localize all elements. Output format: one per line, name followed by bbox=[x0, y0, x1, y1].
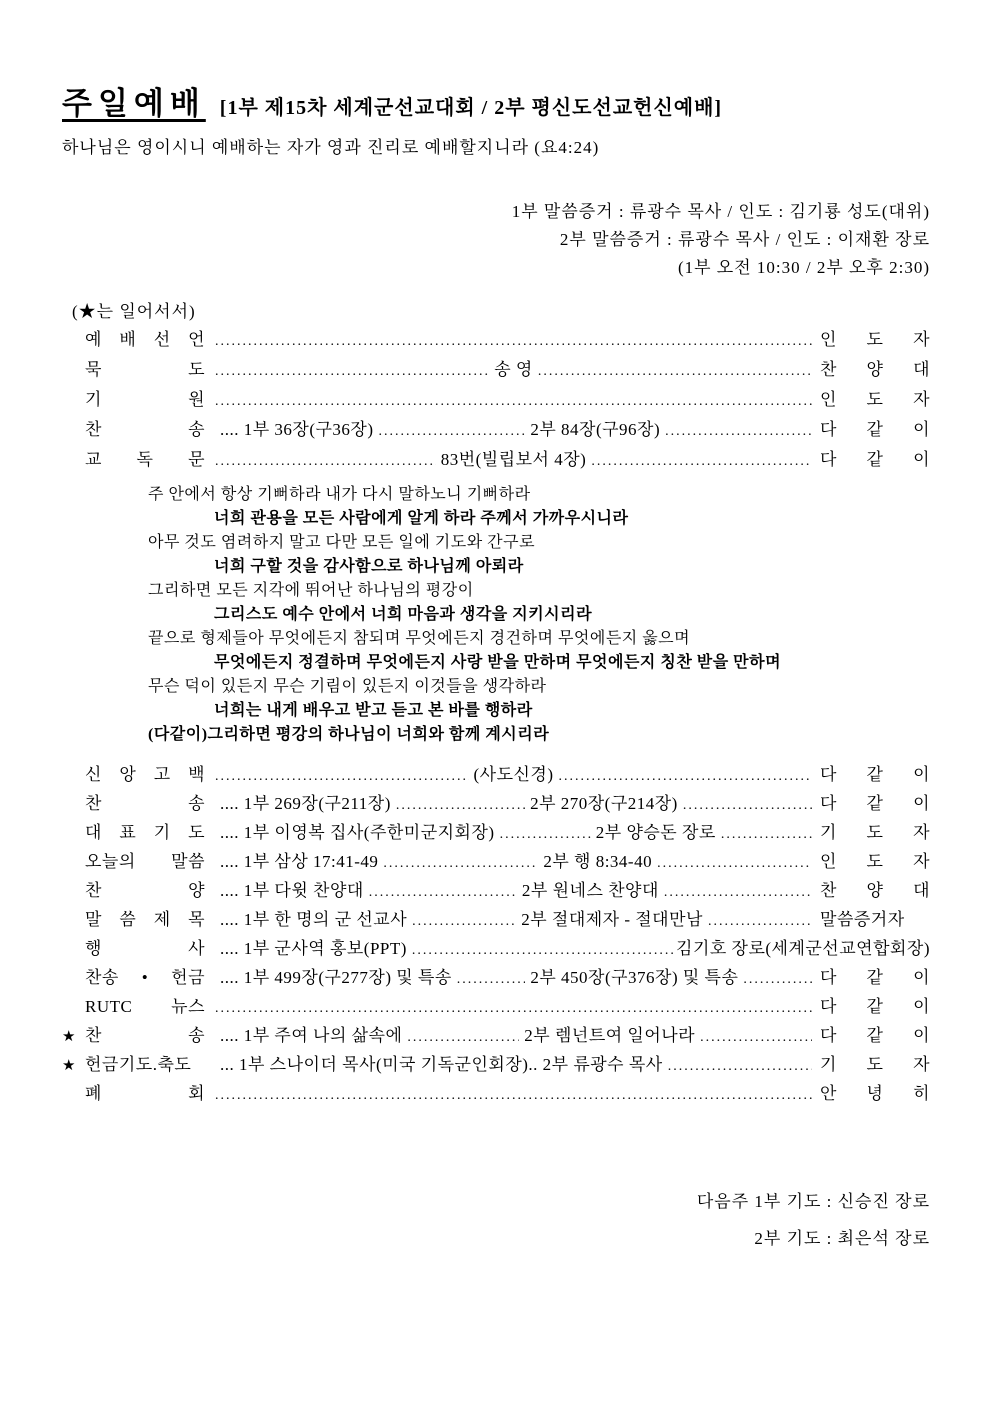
reading-line: (다같이)그리하면 평강의 하나님이 너희와 함께 계시리라 bbox=[148, 726, 550, 743]
order-item-label: RUTC 뉴스 bbox=[85, 997, 205, 1016]
order-row-hymn-1 bbox=[62, 415, 930, 445]
order-item-performer: 인 도 자 bbox=[820, 852, 931, 871]
order-row-hymn-2 bbox=[62, 789, 930, 818]
dot-leader bbox=[708, 914, 812, 930]
reading-line: 아무 것도 염려하지 말고 다만 모든 일에 기도와 간구로 bbox=[148, 534, 536, 551]
dot-leader bbox=[215, 364, 489, 380]
page-title: 주일예배 bbox=[62, 86, 206, 121]
dot-leader bbox=[721, 827, 812, 843]
order-row-anthem bbox=[62, 876, 930, 905]
page-subtitle-bracket: [1부 제15차 세계군선교대회 / 2부 평신도선교헌신예배] bbox=[219, 97, 723, 119]
order-item-detail: 83번(빌립보서 4장) bbox=[440, 450, 587, 469]
order-item-label: 행 사 bbox=[85, 939, 205, 958]
service-info-times: (1부 오전 10:30 / 2부 오후 2:30) bbox=[677, 258, 930, 277]
order-item-performer: 다 같 이 bbox=[820, 450, 931, 469]
order-item-detail-part1: .... 1부 군사역 홍보(PPT) bbox=[220, 939, 407, 958]
order-item-performer: 찬 양 대 bbox=[820, 360, 931, 379]
order-item-detail: 송 영 bbox=[494, 360, 533, 379]
dot-leader bbox=[396, 798, 525, 814]
order-item-label: 말 씀 제 목 bbox=[85, 910, 205, 929]
dot-leader bbox=[683, 798, 812, 814]
dot-leader bbox=[407, 1030, 519, 1046]
dot-leader bbox=[379, 424, 526, 440]
order-item-performer: 다 같 이 bbox=[820, 765, 931, 784]
dot-leader bbox=[664, 885, 812, 901]
order-row-invocation bbox=[62, 385, 930, 415]
order-item-detail-part2: 2부 원네스 찬양대 bbox=[521, 881, 659, 900]
order-item-performer: 인 도 자 bbox=[820, 390, 930, 409]
order-item-detail-part2: 2부 렘넌트여 일어나라 bbox=[524, 1026, 696, 1045]
order-row-dismissal bbox=[62, 1079, 930, 1108]
order-item-label: 찬 송 bbox=[85, 1026, 205, 1045]
order-item-label: 찬 송 bbox=[85, 794, 205, 813]
order-row-sermon-title bbox=[62, 905, 930, 934]
order-row-creed bbox=[62, 760, 930, 789]
order-item-detail-part2: 2부 양승돈 장로 bbox=[595, 823, 716, 842]
order-item-detail-part1: .... 1부 주여 나의 삶속에 bbox=[220, 1026, 403, 1045]
order-item-performer: 다 같 이 bbox=[820, 997, 930, 1016]
next-week-block bbox=[62, 1183, 930, 1257]
dot-leader bbox=[500, 827, 591, 843]
dot-leader bbox=[215, 394, 812, 410]
service-info-line2: 2부 말씀증거 : 류광수 목사 / 인도 : 이재환 장로 bbox=[559, 230, 930, 249]
dot-leader bbox=[215, 1088, 812, 1104]
dot-leader bbox=[668, 1059, 812, 1075]
order-item-detail-part1: ... 1부 스나이더 목사(미국 기독군인회장).. 2부 류광수 목사 bbox=[220, 1055, 663, 1074]
order-item-performer: 말씀증거자 bbox=[820, 910, 905, 929]
order-item-detail-part2: 2부 절대제자 - 절대만남 bbox=[521, 910, 703, 929]
order-item-performer: 김기호 장로(세계군선교연합회장) bbox=[676, 939, 930, 958]
dot-leader bbox=[412, 943, 674, 959]
order-row-offering-hymn bbox=[62, 963, 930, 992]
order-item-performer: 다 같 이 bbox=[820, 794, 930, 813]
dot-leader bbox=[665, 424, 812, 440]
order-item-label: 기 원 bbox=[85, 390, 205, 409]
order-row-scripture bbox=[62, 847, 930, 876]
order-item-performer: 다 같 이 bbox=[820, 1026, 931, 1045]
order-item-detail-part2: 2부 450장(구376장) 및 특송 bbox=[530, 968, 739, 987]
order-row-responsive-reading bbox=[62, 445, 930, 475]
order-item-detail-part2: 2부 84장(구96장) bbox=[530, 420, 661, 439]
reading-line: 끝으로 형제들아 무엇에든지 참되며 무엇에든지 경건하며 무엇에든지 옳으며 bbox=[148, 630, 691, 647]
reading-line: 그리하면 모든 지각에 뛰어난 하나님의 평강이 bbox=[148, 582, 474, 599]
order-item-label: 폐 회 bbox=[85, 1084, 205, 1103]
theme-verse: 하나님은 영이시니 예배하는 자가 영과 진리로 예배할지니라 (요4:24) bbox=[62, 138, 600, 157]
order-row-call-to-worship bbox=[62, 325, 930, 355]
order-item-performer: 안 녕 히 bbox=[820, 1084, 930, 1103]
order-item-label: 헌금기도.축도 bbox=[85, 1055, 192, 1074]
order-row-event bbox=[62, 934, 930, 963]
dot-leader bbox=[215, 454, 436, 470]
order-item-label: 찬 양 bbox=[85, 881, 205, 900]
order-item-label: 교 독 문 bbox=[85, 450, 205, 469]
title-line bbox=[62, 78, 930, 123]
dot-leader bbox=[559, 769, 813, 785]
order-item-label: 묵 도 bbox=[85, 360, 205, 379]
order-item-detail-part1: .... 1부 269장(구211장) bbox=[220, 794, 391, 813]
order-item-detail-part2: 2부 행 8:34-40 bbox=[543, 852, 653, 871]
star-icon: ★ bbox=[62, 1058, 76, 1074]
responsive-reading-text bbox=[62, 483, 930, 747]
dot-leader bbox=[657, 856, 812, 872]
order-item-detail-part1: .... 1부 다윗 찬양대 bbox=[220, 881, 364, 900]
order-item-performer: 찬 양 대 bbox=[820, 881, 931, 900]
order-item-performer: 다 같 이 bbox=[820, 968, 930, 987]
order-row-closing-hymn bbox=[62, 1021, 930, 1050]
reading-line: 무엇에든지 정결하며 무엇에든지 사랑 받을 만하며 무엇에든지 칭찬 받을 만하며 bbox=[214, 654, 782, 671]
reading-line: 너희 관용을 모든 사람에게 알게 하라 주께서 가까우시니라 bbox=[214, 510, 629, 527]
service-info-line1: 1부 말씀증거 : 류광수 목사 / 인도 : 김기룡 성도(대위) bbox=[511, 202, 930, 221]
order-item-label: 신 앙 고 백 bbox=[85, 765, 205, 784]
order-item-detail: (사도신경) bbox=[473, 765, 554, 784]
reading-line: 너희 구할 것을 감사함으로 하나님께 아뢰라 bbox=[214, 558, 524, 575]
next-week-line2: 2부 기도 : 최은석 장로 bbox=[754, 1229, 930, 1248]
order-row-offering-prayer-benediction bbox=[62, 1050, 930, 1079]
star-icon: ★ bbox=[62, 1029, 76, 1045]
order-item-label: 찬 송 bbox=[85, 420, 205, 439]
order-item-performer: 다 같 이 bbox=[820, 420, 930, 439]
reading-line: 주 안에서 항상 기뻐하라 내가 다시 말하노니 기뻐하라 bbox=[148, 486, 531, 503]
order-row-representative-prayer bbox=[62, 818, 930, 847]
order-group-1 bbox=[62, 325, 930, 475]
order-item-detail-part1: .... 1부 이영복 집사(주한미군지회장) bbox=[220, 823, 495, 842]
reading-line: 너희는 내게 배우고 받고 듣고 본 바를 행하라 bbox=[214, 702, 533, 719]
order-item-performer: 기 도 자 bbox=[820, 823, 931, 842]
dot-leader bbox=[700, 1030, 812, 1046]
title-block bbox=[62, 78, 930, 158]
order-item-label: 찬송 • 헌금 bbox=[85, 968, 205, 987]
order-item-detail-part1: .... 1부 한 명의 군 선교사 bbox=[220, 910, 408, 929]
dot-leader bbox=[591, 454, 812, 470]
order-item-label: 오늘의 말씀 bbox=[85, 852, 205, 871]
dot-leader bbox=[383, 856, 538, 872]
order-row-rutc-news bbox=[62, 992, 930, 1021]
dot-leader bbox=[215, 1001, 812, 1017]
order-item-label: 대 표 기 도 bbox=[85, 823, 205, 842]
dot-leader bbox=[743, 972, 812, 988]
order-item-performer: 기 도 자 bbox=[820, 1055, 930, 1074]
order-group-2 bbox=[62, 760, 930, 1108]
stand-note: (★는 일어서서) bbox=[72, 302, 196, 321]
reading-line: 그리스도 예수 안에서 너희 마음과 생각을 지키시리라 bbox=[214, 606, 593, 623]
order-item-performer: 인 도 자 bbox=[820, 330, 930, 349]
order-item-label: 예 배 선 언 bbox=[85, 330, 205, 349]
reading-line: 무슨 덕이 있든지 무슨 기림이 있든지 이것들을 생각하라 bbox=[148, 678, 547, 695]
dot-leader bbox=[538, 364, 812, 380]
dot-leader bbox=[457, 972, 526, 988]
service-info-block bbox=[62, 198, 930, 282]
next-week-line1: 다음주 1부 기도 : 신승진 장로 bbox=[696, 1192, 930, 1211]
order-item-detail-part2: 2부 270장(구214장) bbox=[530, 794, 678, 813]
dot-leader bbox=[412, 914, 516, 930]
dot-leader bbox=[369, 885, 517, 901]
order-item-detail-part1: .... 1부 36장(구36장) bbox=[220, 420, 374, 439]
dot-leader bbox=[215, 334, 812, 350]
dot-leader bbox=[215, 769, 469, 785]
order-row-silent-prayer bbox=[62, 355, 930, 385]
order-item-detail-part1: .... 1부 삼상 17:41-49 bbox=[220, 852, 379, 871]
order-item-detail-part1: .... 1부 499장(구277장) 및 특송 bbox=[220, 968, 452, 987]
